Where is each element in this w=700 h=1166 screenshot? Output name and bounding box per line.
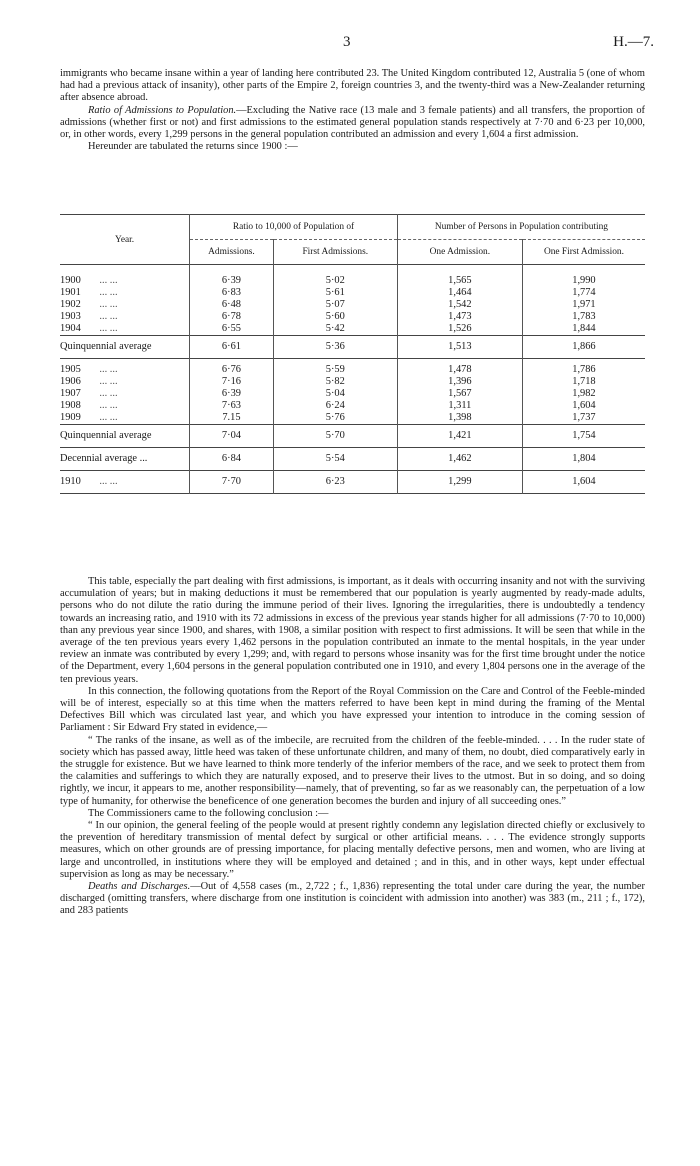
year-cell xyxy=(60,400,190,412)
body-text xyxy=(60,576,645,918)
year-cell xyxy=(60,376,190,388)
year-cell xyxy=(60,311,190,323)
section-heading-ratio: Ratio of Admissions to Population. xyxy=(88,104,237,116)
leader-dots: ... ... xyxy=(99,376,118,387)
cell-one-admission: 1,526 xyxy=(397,323,522,336)
avg-one-admission: 1,513 xyxy=(397,336,522,359)
table-row xyxy=(60,311,645,323)
cell-one-admission: 1,565 xyxy=(397,275,522,287)
cell-one-admission: 1,473 xyxy=(397,311,522,323)
group-header-ratio: Ratio to 10,000 of Population of xyxy=(190,215,398,240)
leader-dots: ... ... xyxy=(99,299,118,310)
paragraph-deaths-discharges xyxy=(60,881,645,918)
table-row-1910 xyxy=(60,471,645,494)
paragraph-table-discussion: This table, especially the part dealing with first admissions, is important, as it deals with occurring insanity and not with the surviving accumulation of years; but in making deductions it must be remembered that our population is yearly augmented by ready-made adults, persons who do not dilute the ratio during the immune period of their lives. Ignoring the irregularities, there is undoubtedly a tendency towards an increasing ratio, and 1910 with its 72 admissions in excess of the previous year stands higher for all admissions (7·70 to 10,000) than any previous year since 1900, and shares, with 1908, a similar position with respect to first admissions. It will be seen that while in the average of the ten previous years every 1,462 persons in the population contributed an inmate to the mental hospitals, in the year under review an inmate was contributed by every 1,299; and, with regard to persons whose insanity was for the first time brought under the notice of the Department, every 1,604 persons in the general population contributed one in 1910, and every 1,804 persons one in the average of the ten previous years. xyxy=(60,576,645,685)
leader-dots: ... ... xyxy=(99,275,118,286)
cell-first-admissions: 5·59 xyxy=(273,364,397,376)
page-header xyxy=(0,34,700,54)
cell-admissions: 7·16 xyxy=(190,376,274,388)
table-row xyxy=(60,400,645,412)
cell-admissions: 7·70 xyxy=(190,471,274,494)
col-header-one-admission: One Admission. xyxy=(397,240,522,265)
cell-one-first-admission: 1,774 xyxy=(522,287,645,299)
year-cell xyxy=(60,287,190,299)
cell-one-admission: 1,464 xyxy=(397,287,522,299)
cell-one-first-admission: 1,718 xyxy=(522,376,645,388)
group-header-number: Number of Persons in Population contributing xyxy=(397,215,645,240)
page-number: 3 xyxy=(343,34,351,50)
cell-one-admission: 1,542 xyxy=(397,299,522,311)
cell-admissions: 7·63 xyxy=(190,400,274,412)
cell-one-first-admission: 1,783 xyxy=(522,311,645,323)
cell-first-admissions: 5·76 xyxy=(273,412,397,425)
avg-admissions: 6·61 xyxy=(190,336,274,359)
year-label: 1901 xyxy=(60,287,81,298)
cell-admissions: 6·76 xyxy=(190,364,274,376)
paragraph-royal-commission: In this connection, the following quotations from the Report of the Royal Commission on the Care and Control of the Feeble-minded will be of interest, especially so at this time when the matters referred to have been kept in mind during the framing of the Mental Defectives Bill which was circulated last year, and which you have expressed your intention to introduce in the coming session of Parliament : Sir Edward Fry stated in evidence,— xyxy=(60,685,645,734)
avg-one-first-admission: 1,754 xyxy=(522,425,645,448)
year-label: 1906 xyxy=(60,376,81,387)
cell-one-admission: 1,478 xyxy=(397,364,522,376)
cell-first-admissions: 5·02 xyxy=(273,275,397,287)
cell-one-admission: 1,398 xyxy=(397,412,522,425)
avg-one-first-admission: 1,866 xyxy=(522,336,645,359)
table-row xyxy=(60,275,645,287)
returns-table xyxy=(60,214,645,494)
paragraph-commissioners: The Commissioners came to the following conclusion :— xyxy=(88,807,329,819)
cell-first-admissions: 5·82 xyxy=(273,376,397,388)
year-cell xyxy=(60,364,190,376)
year-label: 1908 xyxy=(60,400,81,411)
avg-label: Quinquennial average xyxy=(60,430,152,441)
year-label: 1902 xyxy=(60,299,81,310)
table-row xyxy=(60,376,645,388)
cell-admissions: 6·48 xyxy=(190,299,274,311)
col-header-first-admissions: First Admissions. xyxy=(273,240,397,265)
paragraph-immigrants: immigrants who became insane within a year of landing here contributed 23. The United Kingdom contributed 12, Australia 5 (one of whom had had a previous attack of insanity), other parts of the Empire 2, foreign countries 3, and the twenty-third was a New-Zealander returning after absence abroad. xyxy=(60,68,645,104)
cell-first-admissions: 5·07 xyxy=(273,299,397,311)
paragraph-ratio-body: —Excluding the Native race (13 male and 3 female patients) and all transfers, the proportion of admissions (whether first or not) and first admissions to the estimated general population stands respectively at 7·70 and 6·23 per 10,000, or, in other words, every 1,299 persons in the general population contributed an admission and every 1,604 a first admission. xyxy=(60,104,645,141)
year-cell xyxy=(60,275,190,287)
avg-admissions: 7·04 xyxy=(190,425,274,448)
avg-admissions: 6·84 xyxy=(190,448,274,471)
year-cell xyxy=(60,323,190,336)
quotation-edward-fry: “ The ranks of the insane, as well as of the imbecile, are recruited from the children of the feeble-minded. . . . In the ruder state of society which has passed away, little heed was taken of these unfortunate children, and many of them, no doubt, died comparatively early in the struggle for existence. But we have learned to think more tenderly of the inferior members of the race, and we seek to protect them from the calamities and sufferings to which they are naturally exposed, and to preserve their lives to the utmost. But in so doing, and so doing rightly, we incur, it appears to me, another responsibility—namely, that of preventing, so far as we reasonably can, the perpetuation of a low type of humanity, for otherwise the beneficence of one generation becomes the burden and injury of all succeeding ones.” xyxy=(60,734,645,807)
year-label: 1905 xyxy=(60,364,81,375)
year-cell xyxy=(60,299,190,311)
cell-first-admissions: 5·60 xyxy=(273,311,397,323)
leader-dots: ... ... xyxy=(99,476,118,487)
year-label: 1900 xyxy=(60,275,81,286)
cell-one-first-admission: 1,982 xyxy=(522,388,645,400)
cell-first-admissions: 5·04 xyxy=(273,388,397,400)
cell-first-admissions: 5·42 xyxy=(273,323,397,336)
leader-dots: ... ... xyxy=(99,400,118,411)
paragraph-deaths-body: —Out of 4,558 cases (m., 2,722 ; f., 1,836) representing the total under care during the year, the number discharged (omitting transfers, where discharge from one institution is coincident with admission into another) was 383 (m., 211 ; f., 172), and 283 patients xyxy=(60,881,645,917)
table-row xyxy=(60,412,645,425)
cell-one-first-admission: 1,990 xyxy=(522,275,645,287)
avg-first-admissions: 5·36 xyxy=(273,336,397,359)
table-row xyxy=(60,388,645,400)
cell-one-first-admission: 1,971 xyxy=(522,299,645,311)
avg-one-admission: 1,421 xyxy=(397,425,522,448)
cell-one-admission: 1,299 xyxy=(397,471,522,494)
cell-first-admissions: 6·24 xyxy=(273,400,397,412)
table-row xyxy=(60,299,645,311)
cell-admissions: 6·39 xyxy=(190,388,274,400)
avg-first-admissions: 5·70 xyxy=(273,425,397,448)
quotation-commissioners: “ In our opinion, the general feeling of the people would at present rightly condemn any legislation directed chiefly or exclusively to the prevention of hereditary transmission of mental defect by surgical or other artificial means. . . . The evidence strongly supports measures, which on other grounds are of pressing importance, for placing mentally defective persons, men and women, who are living at large and uncontrolled, in institutions where they will be employed and detained ; and in this, and in other ways, kept under effectual supervision as long as may be necessary.” xyxy=(60,820,645,880)
avg-label: Quinquennial average xyxy=(60,341,152,352)
cell-one-first-admission: 1,737 xyxy=(522,412,645,425)
year-cell xyxy=(60,471,190,494)
year-cell xyxy=(60,412,190,425)
leader-dots: ... ... xyxy=(99,364,118,375)
year-label: 1903 xyxy=(60,311,81,322)
year-label: 1907 xyxy=(60,388,81,399)
avg-first-admissions: 5·54 xyxy=(273,448,397,471)
paragraph-ratio xyxy=(60,105,645,142)
avg-one-admission: 1,462 xyxy=(397,448,522,471)
avg-one-first-admission: 1,804 xyxy=(522,448,645,471)
col-header-admissions: Admissions. xyxy=(190,240,274,265)
leader-dots: ... ... xyxy=(99,388,118,399)
cell-one-first-admission: 1,786 xyxy=(522,364,645,376)
leader-dots: ... ... xyxy=(99,287,118,298)
cell-admissions: 6·83 xyxy=(190,287,274,299)
year-cell xyxy=(60,388,190,400)
leader-dots: ... ... xyxy=(99,311,118,322)
year-label: 1904 xyxy=(60,323,81,334)
cell-one-admission: 1,567 xyxy=(397,388,522,400)
cell-admissions: 6·78 xyxy=(190,311,274,323)
col-header-year: Year. xyxy=(115,234,135,245)
document-reference: H.—7. xyxy=(613,34,654,50)
leader-dots: ... ... xyxy=(99,323,118,334)
section-heading-deaths: Deaths and Discharges. xyxy=(88,881,191,893)
table-row xyxy=(60,323,645,336)
cell-one-admission: 1,396 xyxy=(397,376,522,388)
avg-label: Decennial average ... xyxy=(60,453,148,464)
cell-first-admissions: 5·61 xyxy=(273,287,397,299)
paragraph-table-intro: Hereunder are tabulated the returns since 1900 :— xyxy=(88,141,298,153)
cell-admissions: 6·55 xyxy=(190,323,274,336)
cell-admissions: 6·39 xyxy=(190,275,274,287)
cell-one-first-admission: 1,844 xyxy=(522,323,645,336)
table-row xyxy=(60,287,645,299)
cell-first-admissions: 6·23 xyxy=(273,471,397,494)
leader-dots: ... ... xyxy=(99,412,118,423)
table-row xyxy=(60,364,645,376)
col-header-one-first-admission: One First Admission. xyxy=(522,240,645,265)
year-label: 1910 xyxy=(60,476,81,487)
intro-text xyxy=(60,68,645,153)
year-label: 1909 xyxy=(60,412,81,423)
cell-one-admission: 1,311 xyxy=(397,400,522,412)
cell-admissions: 7.15 xyxy=(190,412,274,425)
cell-one-first-admission: 1,604 xyxy=(522,471,645,494)
cell-one-first-admission: 1,604 xyxy=(522,400,645,412)
